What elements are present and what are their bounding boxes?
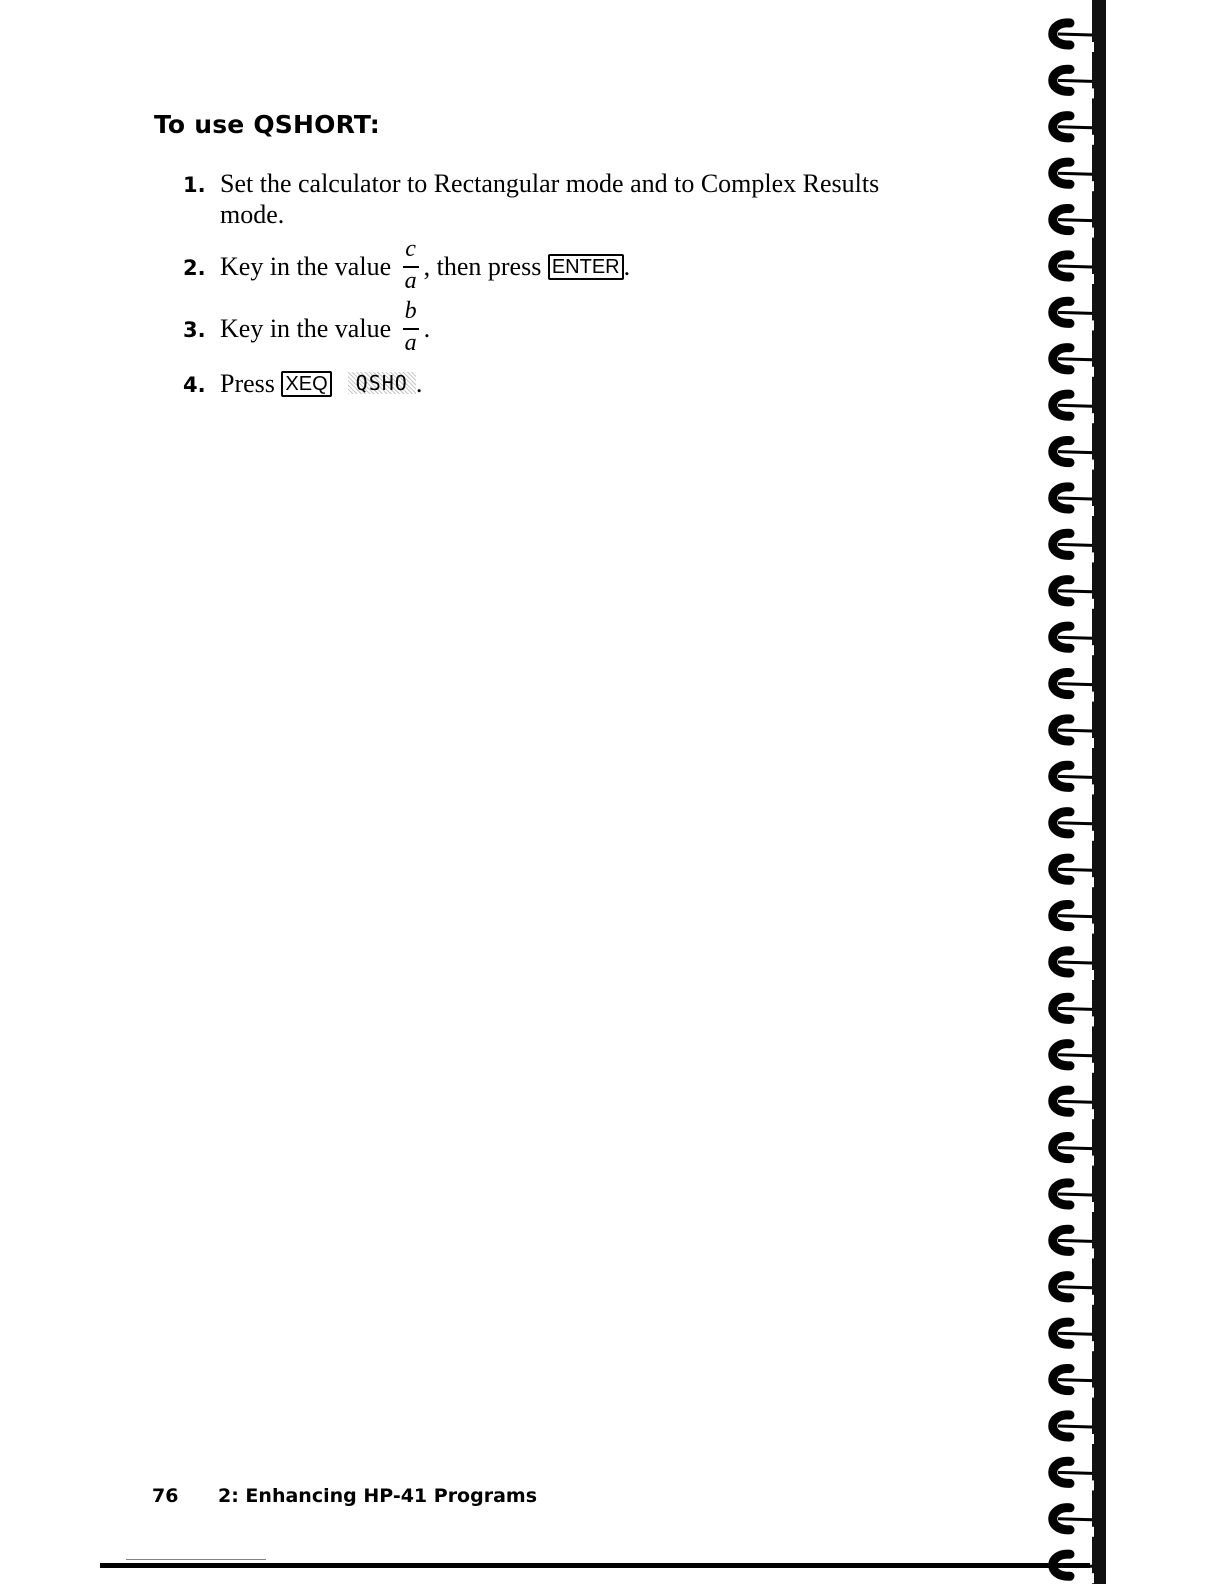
spiral-loop <box>1053 1554 1094 1583</box>
spiral-loop <box>1053 951 1094 980</box>
step-period: . <box>415 369 423 398</box>
step-line: Set the calculator to Rectangular mode and to Complex Results <box>220 169 880 198</box>
chapter-title: 2: Enhancing HP-41 Programs <box>218 1485 538 1507</box>
spiral-loop <box>1053 394 1094 423</box>
spiral-loop <box>1053 719 1094 748</box>
fraction-c-over-a <box>402 236 420 294</box>
spiral-loop <box>1053 255 1094 284</box>
page-footer <box>152 1485 537 1507</box>
spiral-loop <box>1053 440 1094 469</box>
spiral-loop <box>1053 23 1094 52</box>
section-heading: To use QSHORT: <box>154 110 380 139</box>
step-text-after: , then press <box>423 252 542 281</box>
fraction-denominator: a <box>404 268 417 294</box>
spiral-binding <box>1036 0 1124 1584</box>
spiral-loop <box>1053 1090 1094 1119</box>
page-number: 76 <box>152 1485 179 1507</box>
spiral-loop <box>1053 812 1094 841</box>
fraction-numerator: c <box>405 236 416 262</box>
step-text <box>220 298 940 356</box>
step-text <box>220 168 940 230</box>
spiral-loop <box>1053 1415 1094 1444</box>
xeq-key: XEQ <box>281 371 331 397</box>
spiral-loop <box>1053 626 1094 655</box>
spiral-loop <box>1053 348 1094 377</box>
enter-key: ENTER <box>548 254 624 280</box>
spiral-loop <box>1053 765 1094 794</box>
step-number: 2. <box>183 256 206 280</box>
fraction-numerator: b <box>404 298 417 324</box>
spiral-loop <box>1053 69 1094 98</box>
step-period: . <box>423 314 431 343</box>
spiral-loop <box>1053 533 1094 562</box>
spiral-loop <box>1053 1229 1094 1258</box>
spiral-loop <box>1053 1461 1094 1490</box>
spiral-loop <box>1053 162 1094 191</box>
spiral-loop <box>1053 904 1094 933</box>
spiral-loop <box>1053 672 1094 701</box>
step-text-before: Key in the value <box>220 314 392 343</box>
spiral-loop <box>1053 301 1094 330</box>
page-bottom-edge <box>100 1563 1090 1568</box>
step-text <box>220 236 940 294</box>
spiral-loop <box>1053 1322 1094 1351</box>
spiral-loop <box>1053 1183 1094 1212</box>
step-number: 4. <box>183 373 206 397</box>
fraction-denominator: a <box>404 330 417 356</box>
fraction-b-over-a <box>402 298 420 356</box>
spiral-loop <box>1053 487 1094 516</box>
step-period: . <box>623 252 631 281</box>
step-text-before: Key in the value <box>220 252 392 281</box>
spiral-loop <box>1053 1276 1094 1305</box>
scan-edge-line <box>126 1559 266 1560</box>
step-text-before: Press <box>220 369 275 398</box>
spiral-loop <box>1053 580 1094 609</box>
spiral-loop <box>1053 116 1094 145</box>
spiral-loop <box>1053 997 1094 1026</box>
spiral-loop <box>1053 1368 1094 1397</box>
step-line: mode. <box>220 200 285 229</box>
spiral-loop <box>1053 1136 1094 1165</box>
spiral-loop <box>1053 858 1094 887</box>
spiral-loop <box>1053 1508 1094 1537</box>
binding-strip <box>1092 0 1106 1584</box>
step-number: 1. <box>183 173 206 197</box>
qsho-display-label: QSHO <box>348 372 416 394</box>
step-number: 3. <box>183 318 206 342</box>
step-text <box>220 368 940 399</box>
spiral-loop <box>1053 1044 1094 1073</box>
spiral-loop <box>1053 208 1094 237</box>
